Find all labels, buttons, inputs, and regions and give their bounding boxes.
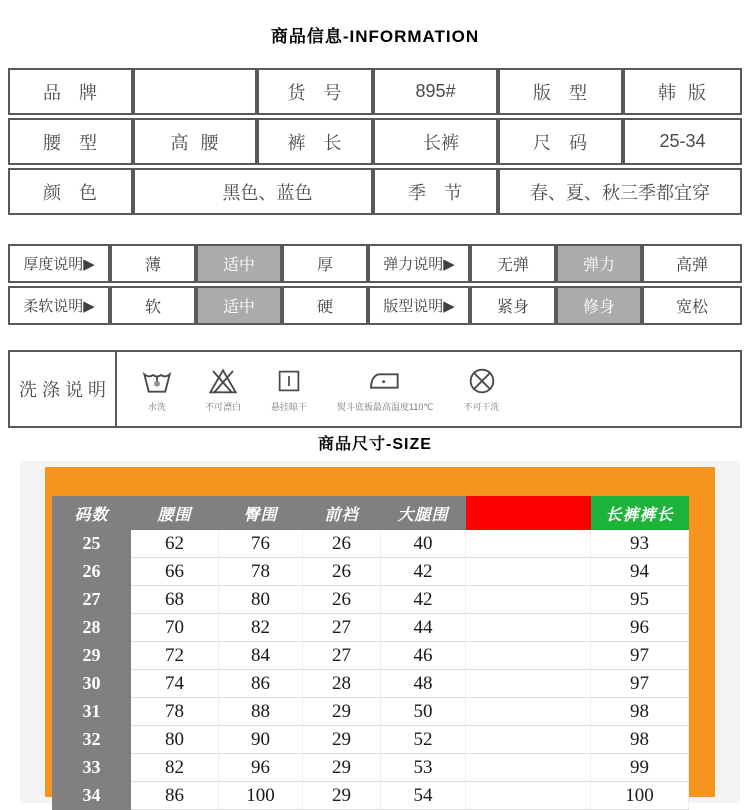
size-cell: 40	[381, 530, 466, 558]
attr-label-cell: 柔软说明▶	[8, 286, 110, 325]
size-cell: 98	[591, 726, 689, 754]
size-cell: 86	[219, 670, 303, 698]
size-cell: 76	[219, 530, 303, 558]
size-cell: 26	[303, 586, 381, 614]
info-value-cell: 长裤	[373, 118, 498, 165]
size-cell	[466, 670, 591, 698]
size-cell: 52	[381, 726, 466, 754]
attribute-row	[8, 244, 742, 283]
size-row	[53, 782, 689, 810]
attr-label-cell: 版型说明▶	[368, 286, 470, 325]
info-label-cell: 裤长	[257, 118, 373, 165]
size-cell: 97	[591, 642, 689, 670]
size-cell	[466, 754, 591, 782]
size-row	[53, 614, 689, 642]
wash-care-item	[271, 365, 307, 413]
info-row	[8, 118, 742, 165]
attr-option-cell: 薄	[110, 244, 196, 283]
size-cell	[466, 698, 591, 726]
size-cell	[466, 782, 591, 810]
attr-option-selected-cell: 适中	[196, 244, 282, 283]
size-cell	[466, 586, 591, 614]
size-header-cell: 臀围	[219, 497, 303, 530]
size-row-label: 28	[53, 614, 131, 642]
size-cell: 78	[131, 698, 219, 726]
size-cell: 80	[131, 726, 219, 754]
size-cell: 99	[591, 754, 689, 782]
wash-item-label: 不可干洗	[463, 402, 500, 412]
wash-care-item	[337, 365, 433, 413]
no-dryclean-icon	[466, 365, 498, 397]
size-chart	[20, 461, 740, 806]
attr-option-cell: 宽松	[642, 286, 742, 325]
size-cell: 93	[591, 530, 689, 558]
size-row	[53, 754, 689, 782]
size-cell	[466, 726, 591, 754]
attr-option-selected-cell: 适中	[196, 286, 282, 325]
wash-care-icons	[117, 352, 500, 426]
size-cell: 29	[303, 698, 381, 726]
info-value-cell: 25-34	[623, 118, 742, 165]
size-cell: 74	[131, 670, 219, 698]
size-cell: 86	[131, 782, 219, 810]
size-cell: 28	[303, 670, 381, 698]
size-row-label: 25	[53, 530, 131, 558]
size-row-label: 27	[53, 586, 131, 614]
size-cell: 84	[219, 642, 303, 670]
size-cell: 29	[303, 726, 381, 754]
info-value-cell: 高腰	[133, 118, 257, 165]
size-row	[53, 642, 689, 670]
info-label-cell: 尺码	[498, 118, 623, 165]
size-header-cell-green: 长裤裤长	[591, 497, 689, 530]
size-cell: 50	[381, 698, 466, 726]
size-cell	[466, 614, 591, 642]
size-cell: 29	[303, 754, 381, 782]
size-cell: 98	[591, 698, 689, 726]
info-label-cell: 品牌	[8, 68, 133, 115]
info-value-cell: 春、夏、秋三季都宜穿	[498, 168, 742, 215]
wash-care-item	[139, 365, 175, 413]
attribute-row	[8, 286, 742, 325]
info-table	[8, 65, 742, 218]
size-cell: 46	[381, 642, 466, 670]
size-cell: 26	[303, 558, 381, 586]
size-row	[53, 586, 689, 614]
size-row-label: 31	[53, 698, 131, 726]
size-row-label: 26	[53, 558, 131, 586]
size-cell: 78	[219, 558, 303, 586]
hang-dry-icon	[274, 365, 304, 397]
info-row	[8, 68, 742, 115]
size-cell: 82	[131, 754, 219, 782]
size-row	[53, 726, 689, 754]
size-cell: 88	[219, 698, 303, 726]
wash-icon	[139, 365, 175, 397]
size-cell	[466, 530, 591, 558]
attr-option-selected-cell: 弹力	[556, 244, 642, 283]
size-cell: 62	[131, 530, 219, 558]
size-cell: 80	[219, 586, 303, 614]
size-row-label: 32	[53, 726, 131, 754]
info-value-cell	[133, 68, 257, 115]
size-header-cell-red	[466, 497, 591, 530]
size-cell	[466, 642, 591, 670]
size-row	[53, 698, 689, 726]
wash-item-label: 不可漂白	[205, 402, 242, 412]
size-cell: 54	[381, 782, 466, 810]
size-row-label: 33	[53, 754, 131, 782]
size-row	[53, 558, 689, 586]
size-header-row	[53, 497, 689, 530]
size-cell: 27	[303, 642, 381, 670]
wash-item-label: 悬挂晾干	[271, 402, 308, 412]
size-table	[52, 496, 689, 810]
attr-option-cell: 高弹	[642, 244, 742, 283]
size-cell: 95	[591, 586, 689, 614]
info-value-cell: 黑色、蓝色	[133, 168, 373, 215]
size-cell: 100	[591, 782, 689, 810]
wash-item-label: 水洗	[147, 402, 166, 412]
size-row	[53, 670, 689, 698]
size-table-body	[53, 530, 689, 810]
attr-option-cell: 无弹	[470, 244, 556, 283]
attribute-table	[8, 241, 742, 328]
info-label-cell: 腰型	[8, 118, 133, 165]
size-cell: 96	[219, 754, 303, 782]
product-info-page	[0, 26, 750, 806]
attr-option-cell: 厚	[282, 244, 368, 283]
attr-label-cell: 弹力说明▶	[368, 244, 470, 283]
size-cell: 48	[381, 670, 466, 698]
size-row-label: 29	[53, 642, 131, 670]
size-cell: 90	[219, 726, 303, 754]
wash-care-item	[205, 365, 241, 413]
size-cell: 44	[381, 614, 466, 642]
size-row	[53, 530, 689, 558]
size-cell: 82	[219, 614, 303, 642]
info-value-cell: 韩版	[623, 68, 742, 115]
info-value-cell: 895#	[373, 68, 498, 115]
size-header-cell: 前裆	[303, 497, 381, 530]
size-cell	[466, 558, 591, 586]
attr-option-selected-cell: 修身	[556, 286, 642, 325]
attr-label-cell: 厚度说明▶	[8, 244, 110, 283]
size-cell: 96	[591, 614, 689, 642]
wash-care-section	[8, 350, 742, 428]
wash-item-label: 熨斗底板最高温度110℃	[337, 402, 434, 412]
size-cell: 29	[303, 782, 381, 810]
size-cell: 66	[131, 558, 219, 586]
size-row-label: 34	[53, 782, 131, 810]
size-row-label: 30	[53, 670, 131, 698]
attr-option-cell: 软	[110, 286, 196, 325]
size-cell: 97	[591, 670, 689, 698]
size-cell: 27	[303, 614, 381, 642]
info-section-title: 商品信息-INFORMATION	[270, 27, 480, 46]
info-label-cell: 货号	[257, 68, 373, 115]
size-cell: 94	[591, 558, 689, 586]
size-cell: 68	[131, 586, 219, 614]
attr-option-cell: 紧身	[470, 286, 556, 325]
size-cell: 53	[381, 754, 466, 782]
size-cell: 26	[303, 530, 381, 558]
attr-option-cell: 硬	[282, 286, 368, 325]
size-cell: 100	[219, 782, 303, 810]
size-cell: 42	[381, 586, 466, 614]
info-label-cell: 颜色	[8, 168, 133, 215]
info-label-cell: 季节	[373, 168, 498, 215]
iron-max-110-icon	[365, 365, 405, 397]
size-header-cell: 腰围	[131, 497, 219, 530]
no-bleach-icon	[206, 365, 240, 397]
wash-care-label: 洗涤说明	[10, 352, 117, 426]
size-header-cell: 大腿围	[381, 497, 466, 530]
size-cell: 42	[381, 558, 466, 586]
size-header-cell: 码数	[53, 497, 131, 530]
size-cell: 72	[131, 642, 219, 670]
info-label-cell: 版型	[498, 68, 623, 115]
size-section-title: 商品尺寸-SIZE	[318, 436, 432, 453]
size-cell: 70	[131, 614, 219, 642]
wash-care-item	[464, 365, 500, 413]
info-row	[8, 168, 742, 215]
size-chart-frame	[45, 467, 715, 806]
